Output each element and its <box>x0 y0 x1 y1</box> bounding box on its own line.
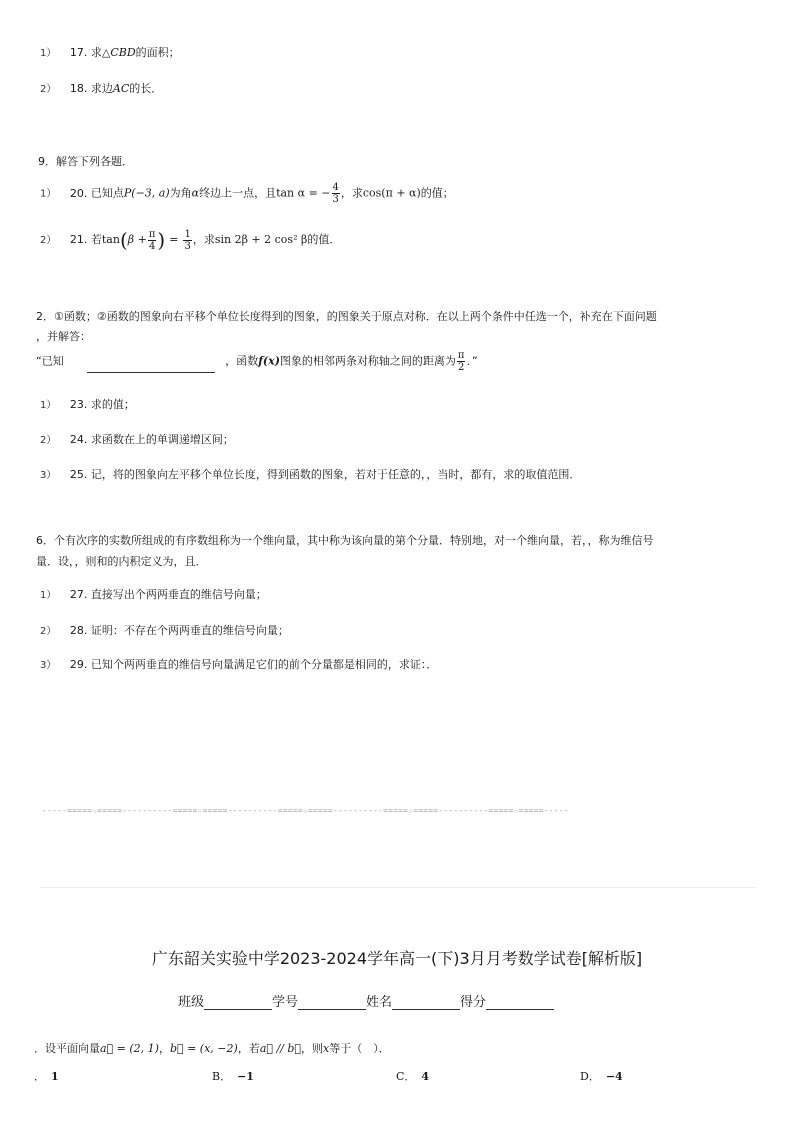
math: P(−3, a) <box>123 186 170 200</box>
student-info-row <box>178 991 554 1010</box>
class-blank <box>204 997 272 1010</box>
frac-num: 1 <box>184 228 191 240</box>
fill-blank <box>87 362 215 373</box>
q21-line: 2） 21. 若tan(β + $\frac{\pi}{4}$ ) = $\frac{1}{3}$ ，求sin 2β + 2 cos² β的值． <box>40 228 341 252</box>
part-marker: 2） <box>40 626 57 637</box>
text: 的面积； <box>135 46 180 59</box>
q23-line <box>40 396 135 412</box>
q17-line <box>40 44 180 60</box>
text: ，则 <box>301 1042 324 1055</box>
text: 证明：不存在个两两垂直的维信号向量； <box>90 624 289 637</box>
option-value: 1 <box>51 1070 59 1083</box>
q22-line1: 2．①函数；②函数的图象向右平移个单位长度得到的图象，的图象关于原点对称．在以上两个条件中任选一个，补充在下面问题 <box>36 310 657 323</box>
question-number: 29. <box>69 658 88 671</box>
question-number: 24. <box>69 433 88 446</box>
q28-line <box>40 622 289 638</box>
option-value: 4 <box>421 1070 430 1083</box>
text: ，求 <box>192 233 215 246</box>
part-marker: 1） <box>40 590 57 601</box>
fraction <box>148 229 157 252</box>
math: AC <box>112 82 130 95</box>
option-label: B． <box>212 1070 232 1083</box>
text: ，若 <box>237 1042 260 1055</box>
q19-header: 9．解答下列各题． <box>38 155 133 168</box>
text: 的值． <box>307 233 341 246</box>
fraction <box>332 182 340 205</box>
question-number: 18. <box>69 82 88 95</box>
math: tan <box>101 233 120 246</box>
text: 的长． <box>129 82 163 95</box>
exam-title: 广东韶关实验中学2023-2024学年高一(下)3月月考数学试卷[解析版] <box>151 949 643 968</box>
page-separator <box>40 887 756 888</box>
text: “已知 <box>36 354 64 368</box>
text: ， <box>158 1042 170 1055</box>
q18-line <box>40 80 162 96</box>
math: f(x) <box>258 354 280 368</box>
math: △CBD <box>101 46 136 59</box>
part-marker: 3） <box>40 470 57 481</box>
math: = <box>169 233 179 246</box>
q22-quote <box>36 350 478 373</box>
q26-line1: 6．个有次序的实数所组成的有序数组称为一个维向量，其中称为该向量的第个分量．特别地，对一个维向量，若，，称为维信号 <box>36 534 654 547</box>
part-marker: 1） <box>40 400 57 411</box>
name-blank <box>392 997 460 1010</box>
text: 已知个两两垂直的维信号向量满足它们的前个分量都是相同的，求证：． <box>90 658 438 671</box>
text: ．” <box>466 354 478 368</box>
text: 若 <box>90 233 102 246</box>
math: x <box>323 1042 330 1055</box>
frac-den: 2 <box>458 362 465 373</box>
option-label: D． <box>580 1070 600 1083</box>
option-label: ． <box>34 1070 45 1083</box>
student-id-label: 学号 <box>272 995 299 1010</box>
option-value: −4 <box>605 1070 623 1083</box>
part-marker: 1） <box>40 48 57 59</box>
math: a⃗ // b⃗ <box>259 1042 302 1055</box>
option-label: C． <box>396 1070 416 1083</box>
question-number: 28. <box>69 624 88 637</box>
option-a[interactable] <box>34 1068 59 1084</box>
q27-line <box>40 586 267 602</box>
option-b[interactable] <box>212 1068 254 1084</box>
vector-a: a⃗ = (2, 1) <box>100 1042 159 1055</box>
question-number: 17. <box>69 46 88 59</box>
text: 求的值； <box>90 398 135 411</box>
part-marker: 2） <box>40 235 57 246</box>
fraction <box>457 350 466 373</box>
frac-num: π <box>148 228 156 240</box>
score-label: 得分 <box>460 995 487 1010</box>
text: 直接写出个两两垂直的维信号向量； <box>90 588 267 601</box>
text: 为角 <box>169 186 192 200</box>
math: α <box>191 186 200 200</box>
option-d[interactable] <box>580 1068 623 1084</box>
score-blank <box>486 997 554 1010</box>
math: tan α = − <box>276 186 331 200</box>
question-number: 25. <box>69 468 88 481</box>
part-marker: 3） <box>40 660 57 671</box>
math: cos(π + α) <box>362 186 421 200</box>
option-c[interactable] <box>396 1068 429 1084</box>
question-number: 21. <box>69 233 88 246</box>
text: 图象的相邻两条对称轴之间的距离为 <box>279 354 456 368</box>
math: sin 2β + 2 cos² β <box>214 233 308 246</box>
option-value: −1 <box>237 1070 254 1083</box>
frac-num: π <box>457 350 465 361</box>
text: 求 <box>90 46 102 59</box>
page-divider: -----=====☆=====----------=====☆=====----------=====☆=====----------=====☆=====----------=====☆=====----- <box>42 806 569 815</box>
part-marker: 2） <box>40 84 57 95</box>
text: 终边上一点，且 <box>199 186 277 200</box>
frac-den: 3 <box>184 240 191 252</box>
part-marker: 1） <box>40 188 57 200</box>
q22-line2: ，并解答： <box>36 330 91 343</box>
text: ．设平面向量 <box>34 1042 100 1055</box>
text: ，函数 <box>225 354 259 368</box>
student-id-blank <box>298 997 366 1010</box>
q24-line <box>40 431 234 447</box>
q29-line <box>40 656 437 672</box>
text: 等于（ ）． <box>329 1042 390 1055</box>
question-number: 27. <box>69 588 88 601</box>
name-label: 姓名 <box>366 995 393 1010</box>
q25-line <box>40 466 580 482</box>
frac-den: 4 <box>148 240 156 252</box>
frac-num: 4 <box>332 182 339 193</box>
text: 求函数在上的单调递增区间； <box>90 433 234 446</box>
frac-den: 3 <box>332 194 339 205</box>
q20-line <box>40 182 454 205</box>
class-label: 班级 <box>178 995 205 1010</box>
part-marker: 2） <box>40 435 57 446</box>
q26-line2: 量．设，，则和的内积定义为，且． <box>36 555 207 568</box>
q1-stem <box>34 1040 390 1056</box>
text: 的值； <box>420 186 454 200</box>
fraction <box>183 229 191 252</box>
question-number: 23. <box>69 398 88 411</box>
text: ，求 <box>340 186 363 200</box>
question-number: 20. <box>69 186 88 200</box>
vector-b: b⃗ = (x, −2) <box>169 1042 238 1055</box>
text: 求边 <box>90 82 113 95</box>
text: 已知点 <box>90 186 124 200</box>
text: 记，将的图象向左平移个单位长度，得到函数的图象，若对于任意的，，当时，都有，求的取值范围． <box>90 468 581 481</box>
math: β + <box>127 233 147 246</box>
